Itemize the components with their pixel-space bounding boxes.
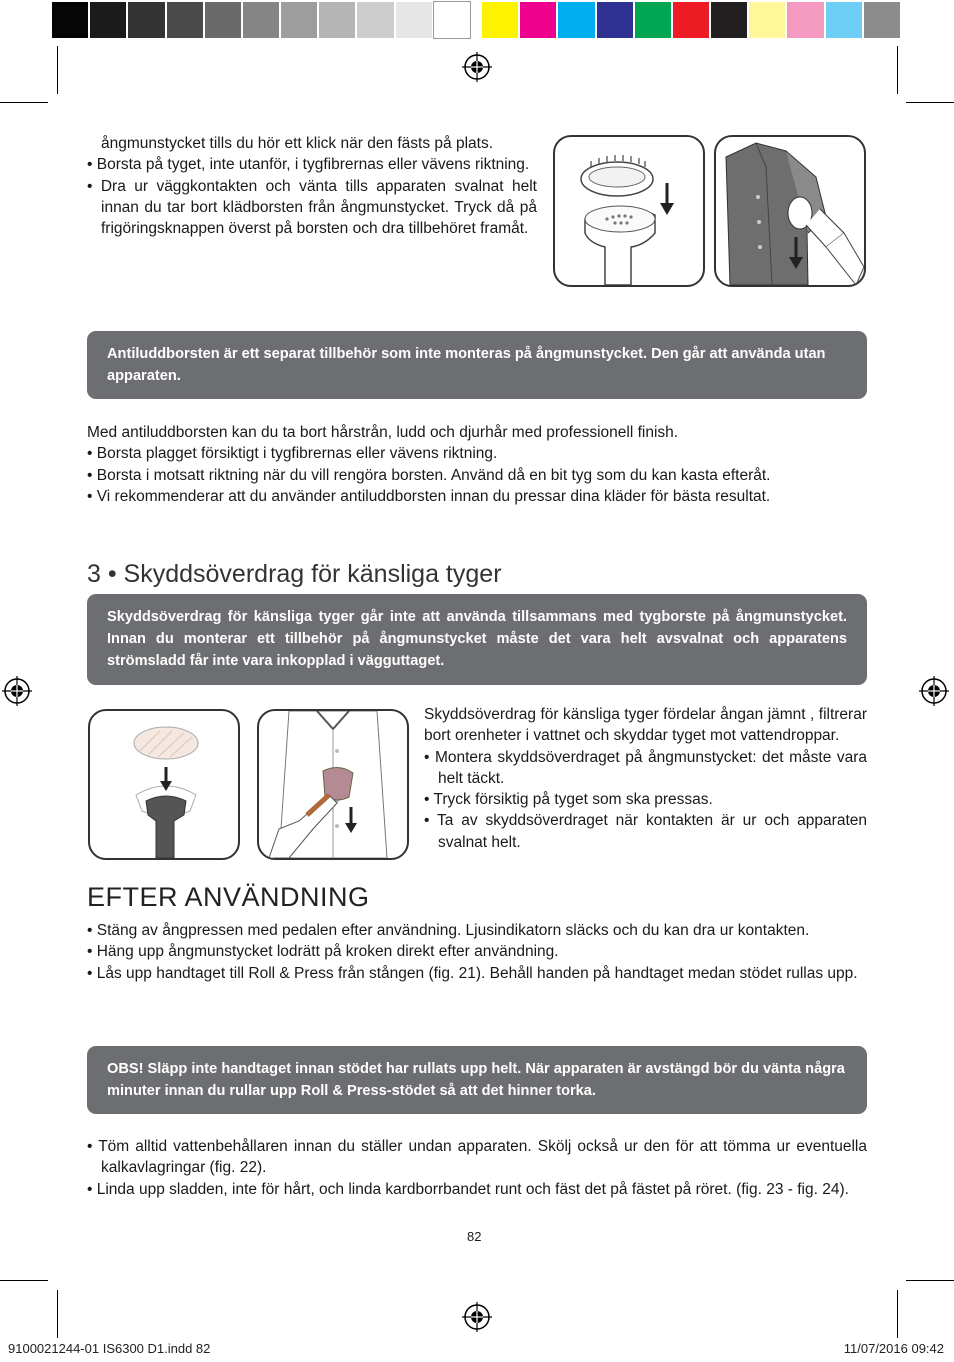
crop-mark — [906, 1280, 954, 1281]
section-heading-after-use: EFTER ANVÄNDNING — [87, 882, 370, 912]
notice-text: Antiluddborsten är ett separat tillbehör som inte monteras på ångmunstycket. Den går att använda utan apparaten. — [107, 346, 826, 384]
intro-continuation: ångmunstycket tills du hör ett klick när den fästs på plats. — [101, 135, 493, 152]
registration-mark-icon — [462, 1302, 492, 1332]
notice-box-obs — [87, 1046, 867, 1114]
after-use-text — [87, 920, 867, 984]
color-swatch — [673, 2, 709, 38]
color-swatch — [711, 2, 747, 38]
footer-file-info: 9100021244-01 IS6300 D1.indd 82 — [8, 1341, 211, 1356]
registration-mark-icon — [919, 676, 949, 706]
list-item: • Tryck försiktig på tyget som ska pressas. — [424, 791, 713, 809]
color-swatch — [749, 2, 785, 38]
list-item: • Häng upp ångmunstycket lodrätt på kroken direkt efter användning. — [87, 943, 559, 961]
list-item: • Montera skyddsöverdraget på ångmunstycket: det måste vara helt täckt. — [424, 748, 867, 787]
lint-text — [87, 422, 867, 507]
illustration-protector-use — [257, 709, 409, 860]
color-swatch — [520, 2, 556, 38]
crop-mark — [0, 102, 48, 103]
paragraph: Med antiluddborsten kan du ta bort hårstrån, ludd och djurhår med professionell finish. — [87, 424, 679, 441]
illustration-brush-attach — [553, 135, 705, 287]
color-swatch — [597, 2, 633, 38]
crop-mark — [0, 1280, 48, 1281]
notice-text: Skyddsöverdrag för känsliga tyger går inte att använda tillsammans med tygborste på ångmunstycket. Innan du monterar ett tillbehör på ångmunstycket måste det vara helt avsvalnat och apparatens strömsladd får inte vara inkopplad i vägguttaget. — [107, 609, 847, 669]
intro-text — [87, 133, 537, 239]
color-swatch — [558, 2, 594, 38]
notice-box-lint — [87, 331, 867, 399]
color-swatch — [205, 2, 241, 38]
crop-mark — [897, 1290, 898, 1338]
color-swatch — [434, 2, 470, 38]
color-swatch — [243, 2, 279, 38]
color-swatch — [52, 2, 88, 38]
footer-date: 11/07/2016 09:42 — [843, 1341, 944, 1356]
crop-mark — [897, 46, 898, 94]
color-swatch — [281, 2, 317, 38]
list-item: • Stäng av ångpressen med pedalen efter användning. Ljusindikatorn släcks och du kan dra ur kontakten. — [87, 922, 810, 939]
list-item: • Lås upp handtaget till Roll & Press från stången (fig. 21). Behåll handen på handtaget medan stödet rullas upp. — [87, 964, 858, 982]
list-item: • Dra ur väggkontakten och vänta tills apparaten svalnat helt innan du tar bort klädborsten från ångmunstycket. Tryck då på frigöringsknappen överst på borsten och dra tillbehöret framåt. — [87, 177, 537, 238]
color-swatch — [482, 2, 518, 38]
color-swatch — [128, 2, 164, 38]
notice-box-protector — [87, 594, 867, 685]
color-swatch — [167, 2, 203, 38]
color-swatch — [787, 2, 823, 38]
notice-text: OBS! Släpp inte handtaget innan stödet har rullats upp helt. När apparaten är avstängd bör du vänta några minuter innan du rullar upp Roll & Press-stödet så att det hinner torka. — [107, 1061, 845, 1099]
list-item: • Borsta plagget försiktigt i tygfibrernas eller vävens riktning. — [87, 445, 498, 463]
crop-mark — [906, 102, 954, 103]
illustration-brushing-shirt — [714, 135, 866, 287]
registration-mark-icon — [462, 52, 492, 82]
list-item: • Töm alltid vattenbehållaren innan du ställer undan apparaten. Skölj också ur den för att tömma ur eventuella kalkavlagringar (fig. 22). — [87, 1138, 867, 1177]
after-use-text-2 — [87, 1136, 867, 1200]
color-swatch — [357, 2, 393, 38]
color-swatch — [635, 2, 671, 38]
list-item: • Borsta på tyget, inte utanför, i tygfibrernas eller vävens riktning. — [87, 156, 530, 174]
grayscale-color-bar — [52, 0, 472, 40]
list-item: • Ta av skyddsöverdraget när kontakten är ur och apparaten svalnat helt. — [424, 812, 867, 851]
registration-mark-icon — [2, 676, 32, 706]
paragraph: Skyddsöverdrag för känsliga tyger fördelar ångan jämnt , filtrerar bort orenheter i vattnet och skyddar tyget mot vattendroppar. — [424, 706, 867, 745]
page-number: 82 — [467, 1229, 482, 1244]
color-swatch — [826, 2, 862, 38]
list-item: • Linda upp sladden, inte för hårt, och linda kardborrbandet runt och fäst det på fästet på röret. (fig. 23 - fig. 24). — [87, 1180, 849, 1198]
process-color-bar — [482, 0, 902, 40]
section-heading: 3 • Skyddsöverdrag för känsliga tyger — [87, 560, 502, 588]
protector-text — [424, 704, 867, 853]
illustration-protector-attach — [88, 709, 240, 860]
color-swatch — [319, 2, 355, 38]
color-swatch — [396, 2, 432, 38]
list-item: • Vi rekommenderar att du använder antiluddborsten innan du pressar dina kläder för bästa resultat. — [87, 487, 771, 505]
crop-mark — [57, 46, 58, 94]
list-item: • Borsta i motsatt riktning när du vill rengöra borsten. Använd då en bit tyg som du kan kasta efteråt. — [87, 466, 771, 484]
crop-mark — [57, 1290, 58, 1338]
color-swatch — [864, 2, 900, 38]
color-swatch — [90, 2, 126, 38]
